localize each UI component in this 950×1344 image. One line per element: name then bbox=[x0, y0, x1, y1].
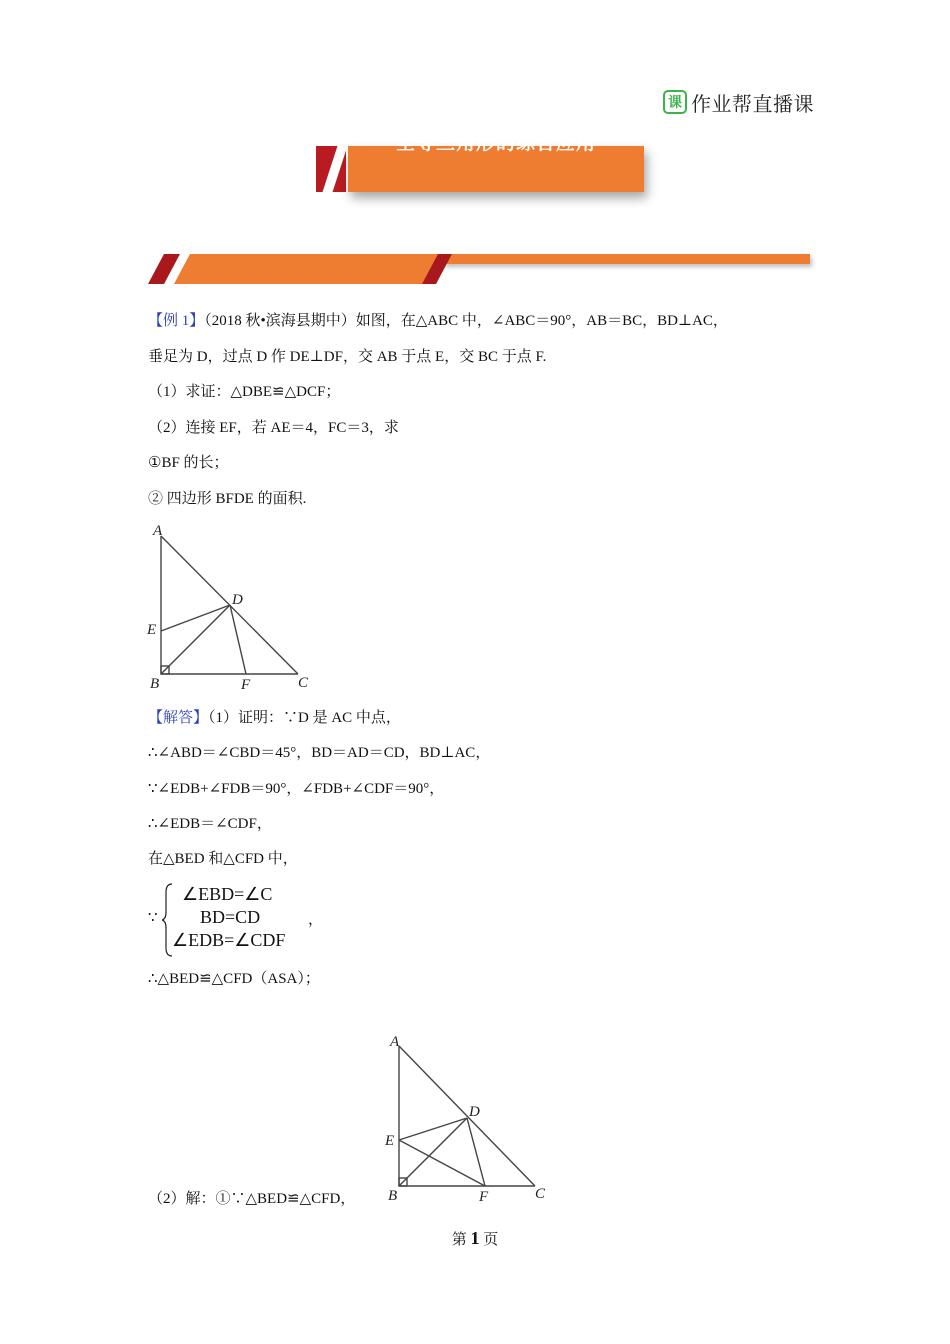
solution-tag: 【解答】 bbox=[148, 710, 209, 726]
section-banner bbox=[148, 252, 813, 286]
solution-step-1: （1）证明：∵D 是 AC 中点， bbox=[208, 710, 401, 726]
question-2: （2）连接 EF，若 AE＝4，FC＝3，求 bbox=[148, 420, 399, 436]
question-1: （1）求证：△DBE≌△DCF； bbox=[148, 384, 341, 400]
system-comma: ， bbox=[308, 912, 324, 928]
label-A-2: A bbox=[390, 1034, 400, 1050]
condition-3: ∠EDB=∠CDF bbox=[172, 930, 286, 950]
label-D: D bbox=[232, 592, 243, 608]
example-stem-1: （2018 秋•滨海县期中）如图，在△ABC 中，∠ABC＝90°，AB＝BC，BD⊥AC， bbox=[204, 313, 728, 329]
solution-step-2: ∴∠ABD＝∠CBD＝45°，BD＝AD＝CD，BD⊥AC， bbox=[148, 745, 491, 761]
label-C: C bbox=[298, 675, 309, 691]
label-E-2: E bbox=[385, 1133, 395, 1149]
section-heading: 一、常考易错题分析 bbox=[190, 238, 335, 256]
example-stem-2: 垂足为 D，过点 D 作 DE⊥DF，交 AB 于点 E，交 BC 于点 F. bbox=[148, 349, 547, 365]
label-B: B bbox=[150, 676, 160, 692]
footer-suffix: 页 bbox=[479, 1232, 499, 1248]
condition-1: ∠EBD=∠C bbox=[182, 884, 273, 904]
label-F-2: F bbox=[479, 1189, 489, 1205]
question-2a: ①BF 的长； bbox=[148, 455, 229, 471]
label-C-2: C bbox=[535, 1186, 546, 1202]
equation-system bbox=[148, 878, 348, 958]
because-symbol: ∵ bbox=[148, 910, 158, 926]
solution-step-7: （2）解：①∵△BED≌△CFD， bbox=[148, 1191, 356, 1207]
page-number: 1 bbox=[470, 1228, 480, 1248]
question-2b: ② 四边形 BFDE 的面积. bbox=[148, 491, 307, 507]
brand-logo bbox=[663, 88, 814, 116]
label-B-2: B bbox=[388, 1188, 398, 1204]
example-line-1 bbox=[148, 311, 728, 331]
page-title: 全等三角形的综合应用 bbox=[395, 132, 596, 154]
page-footer bbox=[0, 1228, 950, 1249]
logo-icon: 课 bbox=[663, 90, 687, 114]
solution-step-5: 在△BED 和△CFD 中， bbox=[148, 851, 298, 867]
triangle-figure-2 bbox=[382, 1032, 562, 1208]
solution-step-6: ∴△BED≌△CFD（ASA）； bbox=[148, 971, 320, 987]
footer-prefix: 第 bbox=[451, 1232, 471, 1248]
example-tag: 【例 1】 bbox=[148, 313, 205, 329]
label-F: F bbox=[241, 677, 251, 693]
solution-step-3: ∵∠EDB+∠FDB＝90°，∠FDB+∠CDF＝90°， bbox=[148, 781, 445, 797]
logo-text: 作业帮直播课 bbox=[691, 91, 814, 116]
solution-line-1 bbox=[148, 708, 401, 728]
condition-2: BD=CD bbox=[200, 907, 261, 927]
label-D-2: D bbox=[469, 1104, 480, 1120]
label-A: A bbox=[153, 523, 163, 539]
solution-step-4: ∴∠EDB＝∠CDF， bbox=[148, 816, 272, 832]
triangle-figure-1 bbox=[140, 518, 320, 698]
label-E: E bbox=[147, 622, 157, 638]
